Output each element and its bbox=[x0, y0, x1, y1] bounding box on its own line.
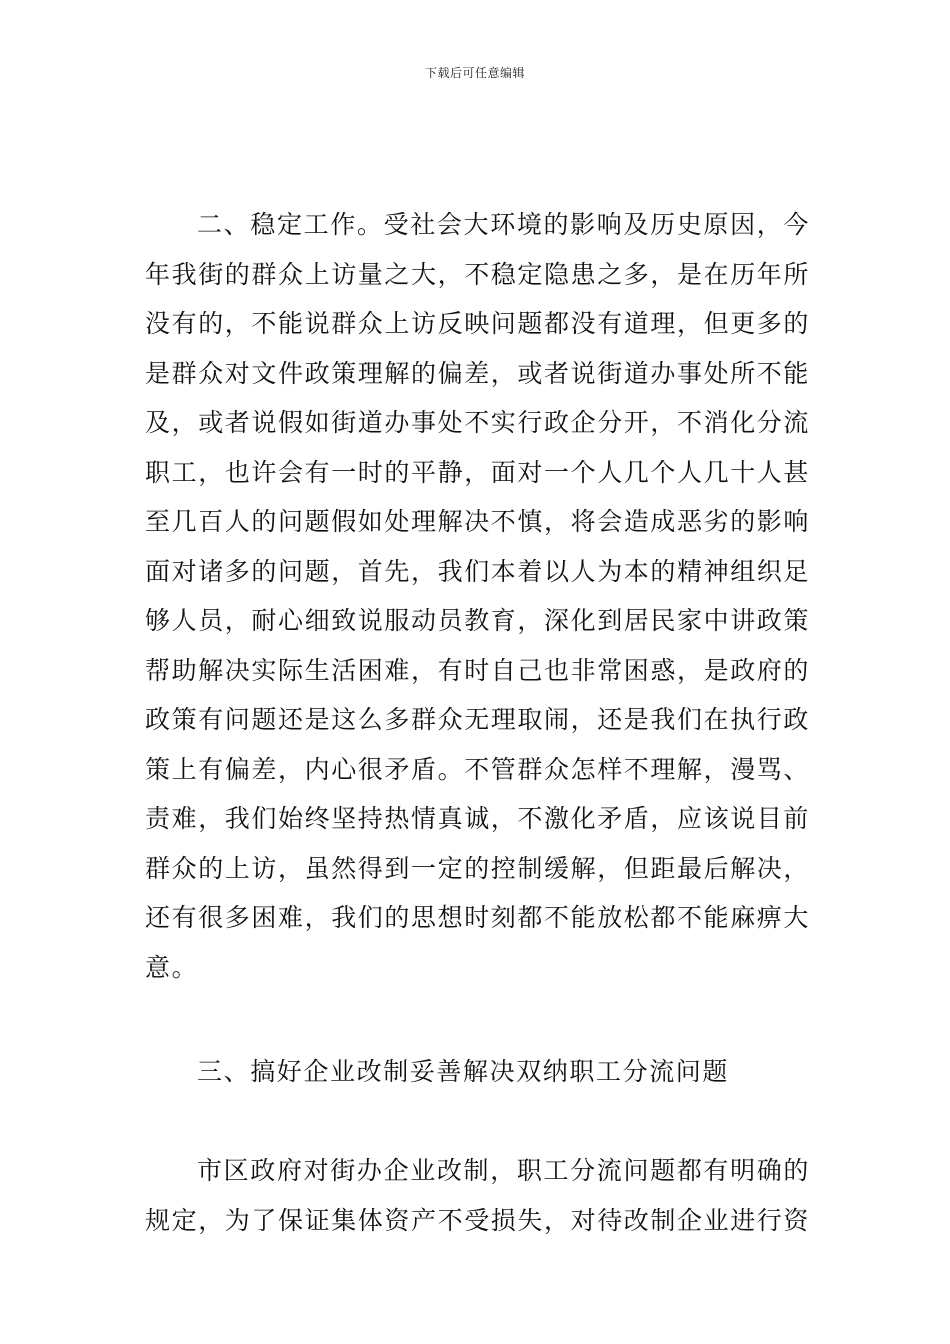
paragraph-enterprise-reform: 市区政府对街办企业改制，职工分流问题都有明确的规定，为了保证集体资产不受损失，对待改制企业进行资 bbox=[145, 1156, 811, 1235]
page-header: 下载后可任意编辑 bbox=[424, 66, 525, 80]
section-heading-enterprise-reform: 三、搞好企业改制妥善解决双纳职工分流问题 bbox=[197, 1057, 730, 1086]
paragraph-stability-work: 二、稳定工作。受社会大环境的影响及历史原因，今年我街的群众上访量之大，不稳定隐患之多，是在历年所没有的，不能说群众上访反映问题都没有道理，但更多的是群众对文件政策理解的偏差，或者说街道办事处所不能及，或者说假如街道办事处不实行政企分开，不消化分流职工，也许会有一时的平静，面对一个人几个人几十人甚至几百人的问题假如处理解决不慎，将会造成恶劣的影响面对诸多的问题，首先，我们本着以人为本的精神组织足够人员，耐心细致说服动员教育，深化到居民家中讲政策帮助解决实际生活困难，有时自己也非常困惑，是政府的政策有问题还是这么多群众无理取闹，还是我们在执行政策上有偏差，内心很矛盾。不管群众怎样不理解，漫骂、责难，我们始终坚持热情真诚，不激化矛盾，应该说目前群众的上访，虽然得到一定的控制缓解，但距最后解决，还有很多困难，我们的思想时刻都不能放松都不能麻痹大意。 bbox=[145, 210, 811, 982]
